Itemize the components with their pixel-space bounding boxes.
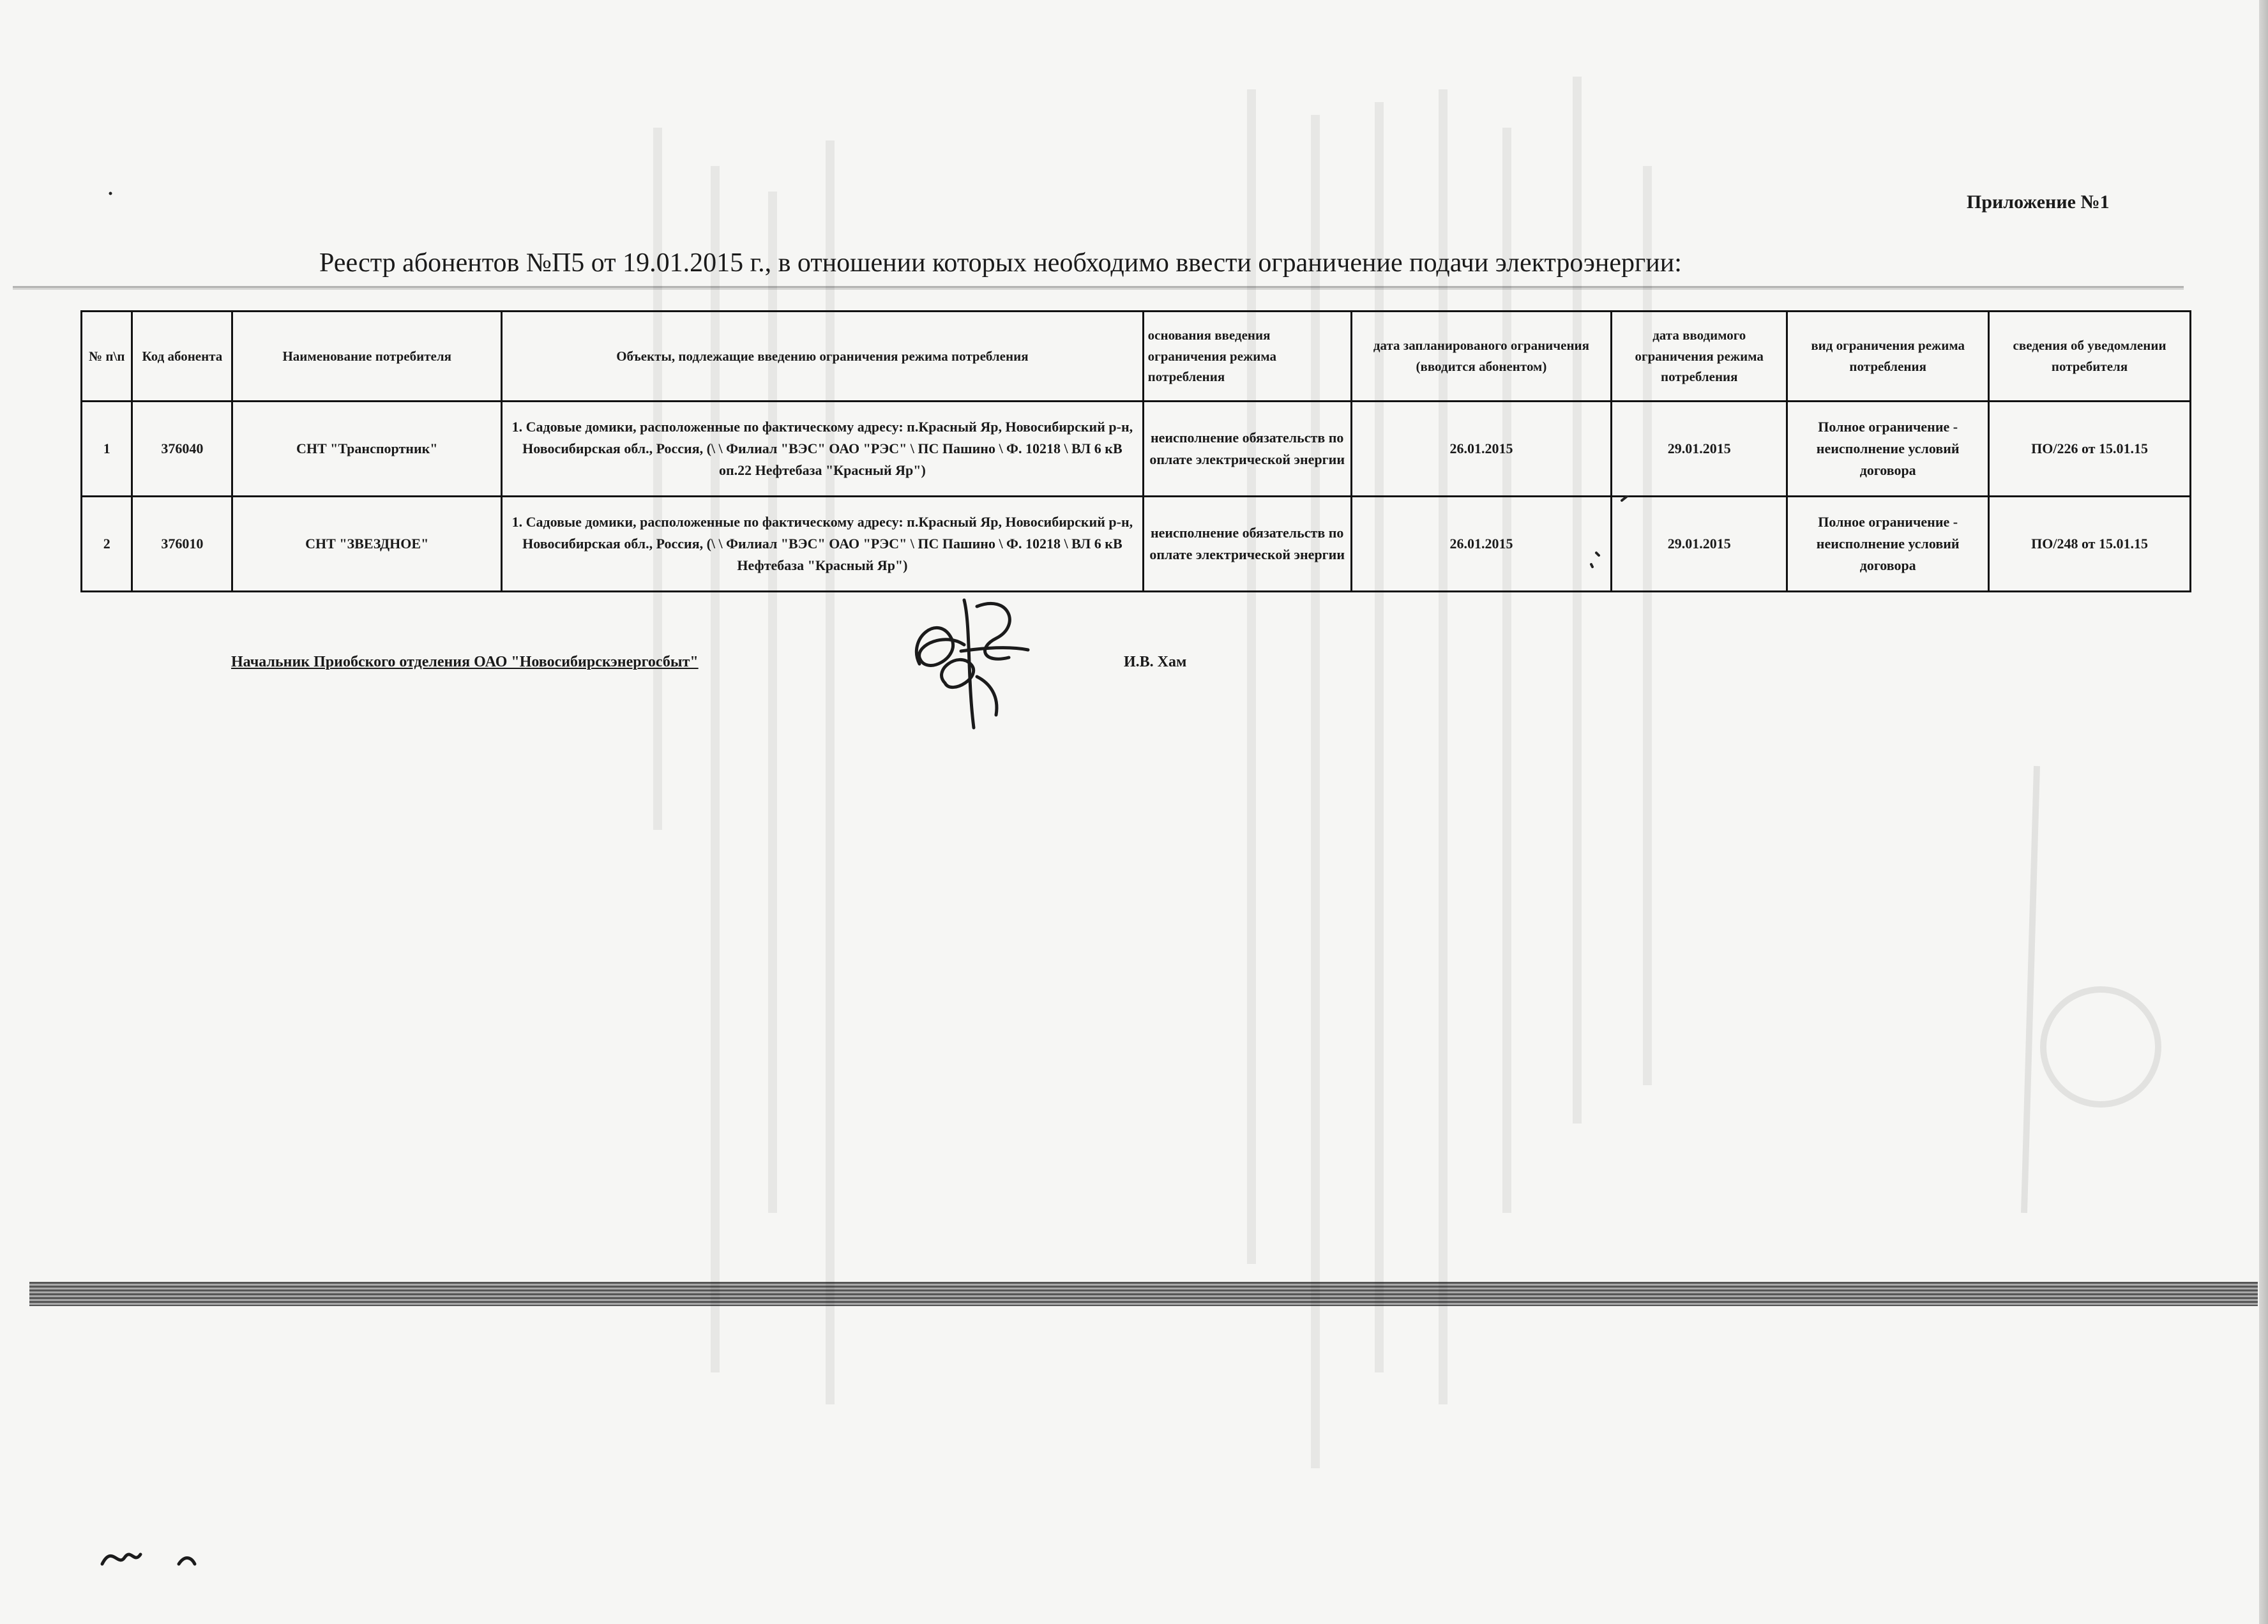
cell-code: 376040 bbox=[132, 402, 232, 497]
scan-edge bbox=[2259, 0, 2268, 1624]
cell-code: 376010 bbox=[132, 497, 232, 592]
column-header-consumer: Наименование потребителя bbox=[232, 312, 502, 402]
bleed-through-text bbox=[1202, 178, 1232, 184]
cell-consumer: СНТ "ЗВЕЗДНОЕ" bbox=[232, 497, 502, 592]
cell-planned-date: 26.01.2015 bbox=[1351, 402, 1612, 497]
cell-objects: 1. Садовые домики, расположенные по фактическому адресу: п.Красный Яр, Новосибирский р-н, Новосибирская обл., Россия, (\ \ Филиал "ВЭС" ОАО "РЭС" \ ПС Пашино \ Ф. 10218 \ ВЛ 6 кВ Нефтебаза "Красный Яр") bbox=[502, 497, 1144, 592]
margin-scribble bbox=[96, 1532, 223, 1577]
cell-introduced-date: 29.01.2015 bbox=[1612, 497, 1787, 592]
cell-basis: неисполнение обязательств по оплате электрической энергии bbox=[1143, 497, 1351, 592]
column-header-code: Код абонента bbox=[132, 312, 232, 402]
table-header-row bbox=[82, 312, 2191, 402]
cell-restriction-type: Полное ограничение - неисполнение условий договора bbox=[1787, 402, 1989, 497]
speck-mark bbox=[107, 190, 114, 197]
column-header-objects: Объекты, подлежащие введению ограничения режима потребления bbox=[502, 312, 1144, 402]
cell-num: 1 bbox=[82, 402, 132, 497]
cell-planned-date: 26.01.2015 bbox=[1351, 497, 1612, 592]
signatory-name: И.В. Хам bbox=[1124, 654, 1187, 670]
column-header-restriction-type: вид ограничения режима потребления bbox=[1787, 312, 1989, 402]
scan-artifact-line bbox=[13, 286, 2184, 290]
cell-notice: ПО/248 от 15.01.15 bbox=[1989, 497, 2191, 592]
cell-objects: 1. Садовые домики, расположенные по фактическому адресу: п.Красный Яр, Новосибирский р-н, Новосибирская обл., Россия, (\ \ Филиал "ВЭС" ОАО "РЭС" \ ПС Пашино \ Ф. 10218 \ ВЛ 6 кВ оп.22 Нефтебаза "Красный Яр") bbox=[502, 402, 1144, 497]
cell-restriction-type: Полное ограничение - неисполнение условий договора bbox=[1787, 497, 1989, 592]
pen-mark bbox=[1590, 495, 1641, 572]
column-header-planned-date: дата запланированого ограничения (вводится абонентом) bbox=[1351, 312, 1612, 402]
handwritten-signature bbox=[900, 587, 1041, 734]
column-header-num: № п\п bbox=[82, 312, 132, 402]
scan-artifact-band bbox=[29, 1282, 2258, 1306]
register-table bbox=[80, 310, 2191, 592]
cell-num: 2 bbox=[82, 497, 132, 592]
table-row bbox=[82, 402, 2191, 497]
cell-basis: неисполнение обязательств по оплате электрической энергии bbox=[1143, 402, 1351, 497]
cell-consumer: СНТ "Транспортник" bbox=[232, 402, 502, 497]
cell-notice: ПО/226 от 15.01.15 bbox=[1989, 402, 2191, 497]
cell-introduced-date: 29.01.2015 bbox=[1612, 402, 1787, 497]
document-title: Реестр абонентов №П5 от 19.01.2015 г., в отношении которых необходимо ввести ограничение подачи электроэнергии: bbox=[319, 248, 1682, 278]
column-header-basis: основания введения ограничения режима потребления bbox=[1143, 312, 1351, 402]
table-row bbox=[82, 497, 2191, 592]
appendix-label: Приложение №1 bbox=[1967, 192, 2110, 213]
column-header-notice: сведения об уведомлении потребителя bbox=[1989, 312, 2191, 402]
column-header-introduced-date: дата вводимого ограничения режима потребления bbox=[1612, 312, 1787, 402]
signatory-position: Начальник Приобского отделения ОАО "Новосибирскэнергосбыт" bbox=[231, 654, 699, 670]
